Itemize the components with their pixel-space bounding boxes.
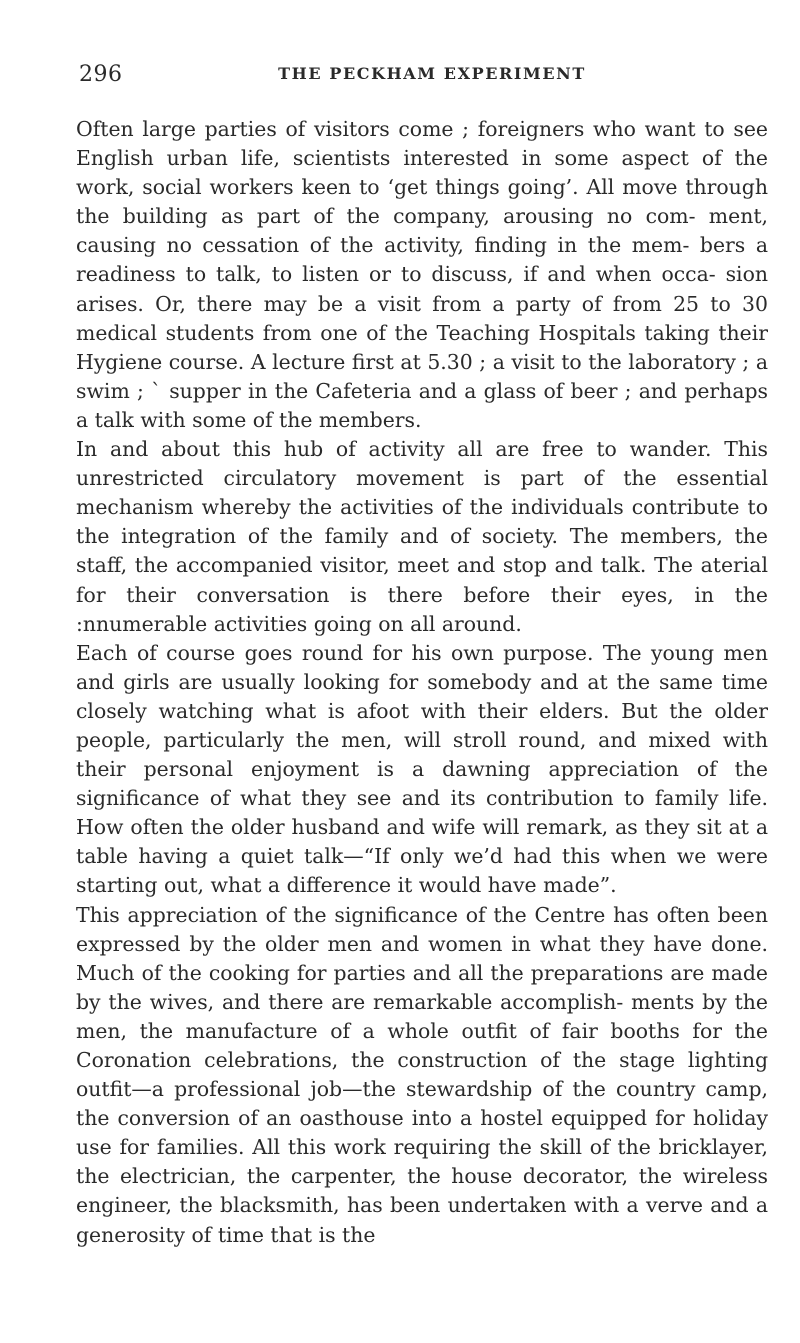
running-head (76, 62, 768, 92)
book-page (76, 62, 768, 1250)
paragraph-visitors: Often large parties of visitors come ; foreigners who want to see English urban life, scientists interested in some aspect of the work, social workers keen to ‘get things going’. All move through the building as part of the company, arousing no com- ment, causing no cessation of the activity, finding in the mem- bers a readiness to talk, to listen or to discuss, if and when occa- sion arises. Or, there may be a visit from a party of from 25 to 30 medical students from one of the Teaching Hospitals taking their Hygiene course. A lecture first at 5.30 ; a visit to the laboratory ; a swim ; ˋ supper in the Cafeteria and a glass of beer ; and perhaps a talk with some of the members. (76, 117, 768, 432)
paragraph-own-purpose: Each of course goes round for his own purpose. The young men and girls are usually looking for somebody and at the same time closely watching what is afoot with their elders. But the older people, particularly the men, will stroll round, and mixed with their personal enjoyment is a dawning appreciation of the significance of what they see and its contribution to family life. How often the older husband and wife will remark, as they sit at a table having a quiet talk—“If only we’d had this when we were starting out, what a difference it would have made”. (76, 640, 768, 898)
page-number: 296 (79, 62, 123, 87)
paragraph-hub-of-activity: In and about this hub of activity all are free to wander. This unrestricted circulatory movement is part of the essential mechanism whereby the activities of the individuals contribute to the integration of the family and of society. The members, the staff, the accompanied visitor, meet and stop and talk. The aterial for their conversation is there before their eyes, in the :nnumerable activities going on all around. (76, 437, 768, 636)
body-text (76, 115, 768, 1250)
running-title: THE PECKHAM EXPERIMENT (278, 64, 586, 83)
paragraph-appreciation: This appreciation of the significance of the Centre has often been expressed by the older men and women in what they have done. Much of the cooking for parties and all the preparations are made by the wives, and there are remarkable accomplish- ments by the men, the manufacture of a whole outfit of fair booths for the Coronation celebrations, the construction of the stage lighting outfit—a professional job—the stewardship of the country camp, the conversion of an oasthouse into a hostel equipped for holiday use for families. All this work requiring the skill of the bricklayer, the electrician, the carpenter, the house decorator, the wireless engineer, the blacksmith, has been undertaken with a verve and a generosity of time that is the (76, 902, 768, 1247)
